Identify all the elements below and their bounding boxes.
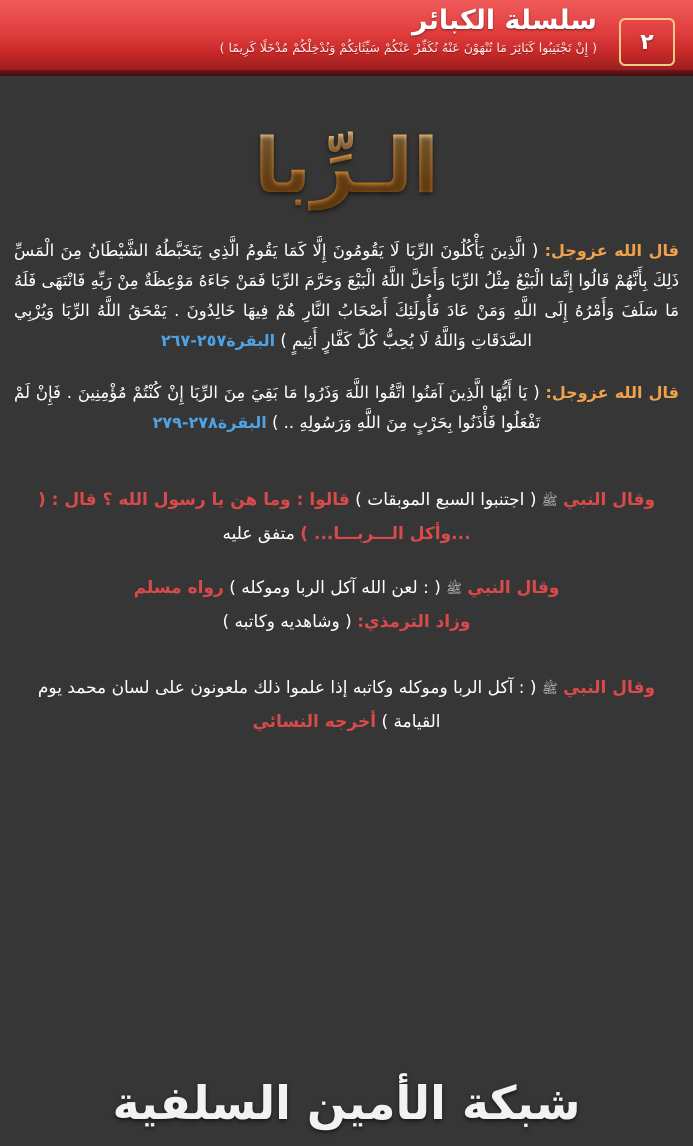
- page-title: الـرِّبا: [254, 118, 439, 214]
- hadith-close-bracket-3: ): [381, 712, 389, 732]
- hadith-continuation-1: قالوا : وما هن يا رسول الله ؟ قال : ( ...وأكل الـــربـــا... ): [37, 490, 471, 544]
- close-bracket-1: ): [280, 331, 287, 350]
- hadith-item-3: [20, 672, 673, 738]
- quran-text-2: يَا أَيُّهَا الَّذِينَ آمَنُوا اتَّقُوا اللَّهَ وَذَرُوا مَا بَقِيَ مِنَ الرِّبَا إِنْ كُنْتُمْ مُؤْمِنِينَ . فَإِنْ لَمْ تَفْعَلُوا فَأْذَنُوا بِحَرْبٍ مِنَ اللَّهِ وَرَسُولِهِ ..: [14, 383, 541, 432]
- salutation-icon-1: ﷺ: [541, 494, 558, 509]
- hadith-item-2: [20, 572, 673, 638]
- hadith-narrator-2: رواه مسلم: [133, 578, 224, 598]
- issue-number-badge: ٢: [619, 18, 675, 66]
- salutation-icon-3: ﷺ: [541, 682, 558, 697]
- main-title-area: [0, 118, 693, 214]
- hadith-extra-label-2: وزاد الترمذي:: [357, 612, 471, 632]
- hadith-section: [0, 484, 693, 738]
- hadith-item-1: [20, 484, 673, 550]
- series-subtitle-ayah: ( إِنْ تَجْتَنِبُوا كَبَائِرَ مَا تُنْهَوْنَ عَنْهُ نُكَفِّرْ عَنْكُمْ سَيِّئَاتِكُمْ وَنُدْخِلْكُمْ مُدْخَلًا كَرِيمًا ): [219, 40, 597, 55]
- hadith-text-3: : آكل الربا وموكله وكاتبه إذا علموا ذلك ملعونون على لسان محمد يوم القيامة: [37, 678, 525, 732]
- site-logo-text: شبكة الأمين السلفية: [112, 1076, 581, 1130]
- hadith-open-bracket-1: (: [529, 490, 537, 510]
- close-bracket-2: ): [271, 413, 279, 432]
- salutation-icon-2: ﷺ: [446, 582, 462, 597]
- hadith-close-bracket-1: ): [355, 490, 362, 510]
- quran-section: [0, 236, 693, 438]
- quran-quote-1: [14, 236, 679, 356]
- quran-reference-2: البقرة٢٧٨-٢٧٩: [152, 413, 267, 432]
- hadith-prefix-2: وقال النبي: [467, 578, 560, 598]
- hadith-narrator-3: أخرجه النسائي: [252, 712, 377, 732]
- hadith-text-1: اجتنبوا السبع الموبقات: [367, 490, 525, 510]
- footer-logo: [0, 1074, 693, 1132]
- quran-intro-label-1: قال الله عزوجل:: [544, 241, 680, 260]
- hadith-open-bracket-2: (: [434, 578, 441, 598]
- hadith-narrator-1: متفق عليه: [222, 524, 295, 544]
- page-header: [0, 0, 693, 76]
- quran-quote-2: [14, 378, 679, 438]
- hadith-extra-text-2: ( وشاهديه وكاتبه ): [222, 612, 352, 632]
- open-bracket-2: (: [533, 383, 540, 402]
- series-title: سلسلة الكبائر: [411, 5, 597, 36]
- open-bracket-1: (: [531, 241, 539, 260]
- hadith-text-2: : لعن الله آكل الربا وموكله: [241, 578, 429, 598]
- quran-text-1: الَّذِينَ يَأْكُلُونَ الرِّبَا لَا يَقُومُونَ إِلَّا كَمَا يَقُومُ الَّذِي يَتَخَبَّطُهُ الشَّيْطَانُ مِنَ الْمَسِّ ذَلِكَ بِأَنَّهُمْ قَالُوا إِنَّمَا الْبَيْعُ مِثْلُ الرِّبَا وَأَحَلَّ اللَّهُ الْبَيْعَ وَحَرَّمَ الرِّبَا فَمَنْ جَاءَهُ مَوْعِظَةٌ مِنْ رَبِّهِ فَانْتَهَى فَلَهُ مَا سَلَفَ وَأَمْرُهُ إِلَى اللَّهِ وَمَنْ عَادَ فَأُولَئِكَ أَصْحَابُ النَّارِ هُمْ فِيهَا خَالِدُونَ . يَمْحَقُ اللَّهُ الرِّبَا وَيُرْبِي الصَّدَقَاتِ وَاللَّهُ لَا يُحِبُّ كُلَّ كَفَّارٍ أَثِيمٍ: [14, 241, 679, 350]
- hadith-prefix-3: وقال النبي: [563, 678, 656, 698]
- header-text-group: [10, 4, 597, 58]
- hadith-close-bracket-2: ): [229, 578, 236, 598]
- hadith-prefix-1: وقال النبي: [562, 490, 656, 510]
- quran-intro-label-2: قال الله عزوجل:: [545, 383, 680, 402]
- hadith-open-bracket-3: (: [529, 678, 537, 698]
- quran-reference-1: البقرة٢٥٧-٢٦٧: [160, 331, 276, 350]
